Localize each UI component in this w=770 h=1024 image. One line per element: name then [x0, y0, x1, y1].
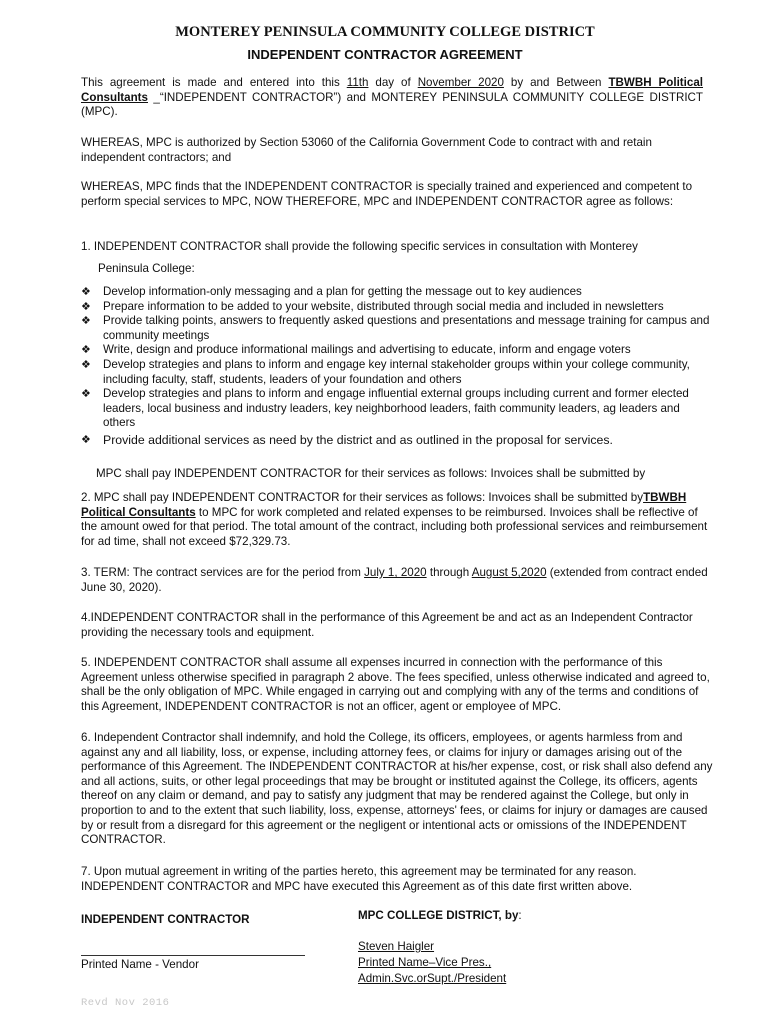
whereas-findings: WHEREAS, MPC finds that the INDEPENDENT CONTRACTOR is specially trained and experienced and competent to perform special services to MPC, NOW THEREFORE, MPC and INDEPENDENT CONTRACTOR agree as follows:: [81, 180, 693, 208]
diamond-bullet-icon: ❖: [81, 344, 91, 357]
term-end-date: August 5,2020: [471, 566, 547, 579]
vendor-printed-name-label: Printed Name - Vendor: [81, 958, 199, 971]
list-item: ❖ Develop information-only messaging and a plan for getting the message out to key audiences: [81, 285, 582, 298]
district-title: MONTEREY PENINSULA COMMUNITY COLLEGE DISTRICT: [175, 24, 595, 40]
whereas-authorization: WHEREAS, MPC is authorized by Section 53060 of the California Government Code to contract with and retain independent contractors; and: [81, 136, 652, 164]
diamond-bullet-icon: ❖: [81, 300, 91, 313]
contractor-name-payment: TBWBH Political Consultants: [81, 491, 687, 519]
list-item: ❖ Develop strategies and plans to inform and engage key internal stakeholder groups within your college community, including faculty, staff, students, leaders of your foundation and others: [81, 357, 690, 386]
section-6-indemnity: 6. Independent Contractor shall indemnify, and hold the College, its officers, employees, or agents harmless from and against any and all liability, loss, or expense, including attorney fees, or claims for injury or damages arising out of the performance of this Agreement. The INDEPENDENT CONTRACTOR at his/her expense, cost, or risk shall also defend any and all actions, suits, or other legal proceedings that may be brought or instituted against the College, its officers, agents thereof on any claim or demand, and pay to satisfy any judgment that may be rendered against the College, but only in proportion to and to the extent that such liability, loss, expense, attorneys' fees, or claims for injury or damages are caused by or result from a disregard for this agreement or the negligent or intentional acts or omissions of the INDEPENDENT CONTRACTOR.: [81, 731, 713, 847]
list-item: ❖ Develop strategies and plans to inform and engage influential external groups including current and former elected leaders, local business and industry leaders, key neighborhood leaders, faith community leaders, ag leaders and others: [81, 387, 689, 430]
signer-department: Admin.Svc.orSupt./President: [358, 972, 507, 985]
diamond-bullet-icon: ❖: [81, 358, 91, 371]
section-5-expenses: 5. INDEPENDENT CONTRACTOR shall assume all expenses incurred in connection with the performance of this Agreement unless otherwise specified in paragraph 2 above. The fees specified, unless otherwise indicated and agreed to, shall be the only obligation of MPC. While engaged in carrying out and complying with any of the terms and conditions of this Agreement, INDEPENDENT CONTRACTOR is not an officer, agent or employee of MPC.: [81, 656, 710, 713]
diamond-bullet-icon: ❖: [81, 388, 91, 401]
payment-stray-line: MPC shall pay INDEPENDENT CONTRACTOR for their services as follows: Invoices shall be submitted by: [96, 467, 646, 480]
diamond-bullet-icon: ❖: [81, 286, 91, 298]
list-item: ❖ Prepare information to be added to your website, distributed through social media and included in newsletters: [81, 299, 664, 313]
diamond-bullet-icon: ❖: [81, 315, 91, 328]
intro-paragraph: This agreement is made and entered into this 11th day of November 2020 by and Between TBWBH Political Consultants _“INDEPENDENT CONTRACTOR”) and MONTEREY PENINSULA COMMUNITY COLLEGE DISTRICT (MPC).: [81, 76, 704, 119]
agreement-title: INDEPENDENT CONTRACTOR AGREEMENT: [247, 47, 523, 62]
agreement-month-year: November 2020: [417, 76, 504, 89]
signer-name: Steven Haigler: [358, 940, 435, 953]
district-signature-heading: MPC COLLEGE DISTRICT, by:: [358, 909, 522, 922]
contractor-signature-heading: INDEPENDENT CONTRACTOR: [81, 913, 250, 926]
revision-note: Revd Nov 2016: [81, 997, 170, 1009]
contractor-name-2: Consultants: [81, 90, 148, 104]
list-item: ❖ Provide talking points, answers to frequently asked questions and presentations and message training for campus and community meetings: [81, 314, 710, 342]
list-item: ❖ Write, design and produce informational mailings and advertising to educate, inform and engage voters: [81, 343, 631, 357]
section-3-term: 3. TERM: The contract services are for the period from July 1, 2020 through August 5,2020 (extended from contract ended June 30, 2020).: [81, 566, 708, 594]
section-1-intro: 1. INDEPENDENT CONTRACTOR shall provide the following specific services in consultation with Monterey Peninsula College:: [81, 240, 638, 275]
term-start-date: July 1, 2020: [364, 566, 427, 579]
vendor-signature-line: [81, 955, 305, 956]
list-item: ❖ Provide additional services as need by the district and as outlined in the proposal for services.: [81, 432, 613, 447]
section-7-termination: 7. Upon mutual agreement in writing of the parties hereto, this agreement may be terminated for any reason. INDEPENDENT CONTRACTOR and MPC have executed this Agreement as of this date first written above.: [81, 865, 637, 893]
contractor-name: TBWBH Political: [608, 76, 704, 89]
agreement-day: 11th: [346, 76, 369, 89]
section-2-payment: 2. MPC shall pay INDEPENDENT CONTRACTOR for their services as follows: Invoices shall be submitted byTBWBH Political Consultants to MPC for work completed and related expenses to be reimbursed. Invoices shall be reflective of the amount owed for that period. The total amount of the contract, including both professional services and reimbursement for ad time, shall not exceed $72,329.73.: [81, 491, 708, 548]
diamond-bullet-icon: ❖: [81, 433, 91, 446]
services-list: [81, 285, 711, 448]
section-4-independence: 4.INDEPENDENT CONTRACTOR shall in the performance of this Agreement be and act as an Independent Contractor providing the necessary tools and equipment.: [81, 611, 693, 639]
signer-title: Printed Name–Vice Pres.,: [358, 956, 492, 969]
